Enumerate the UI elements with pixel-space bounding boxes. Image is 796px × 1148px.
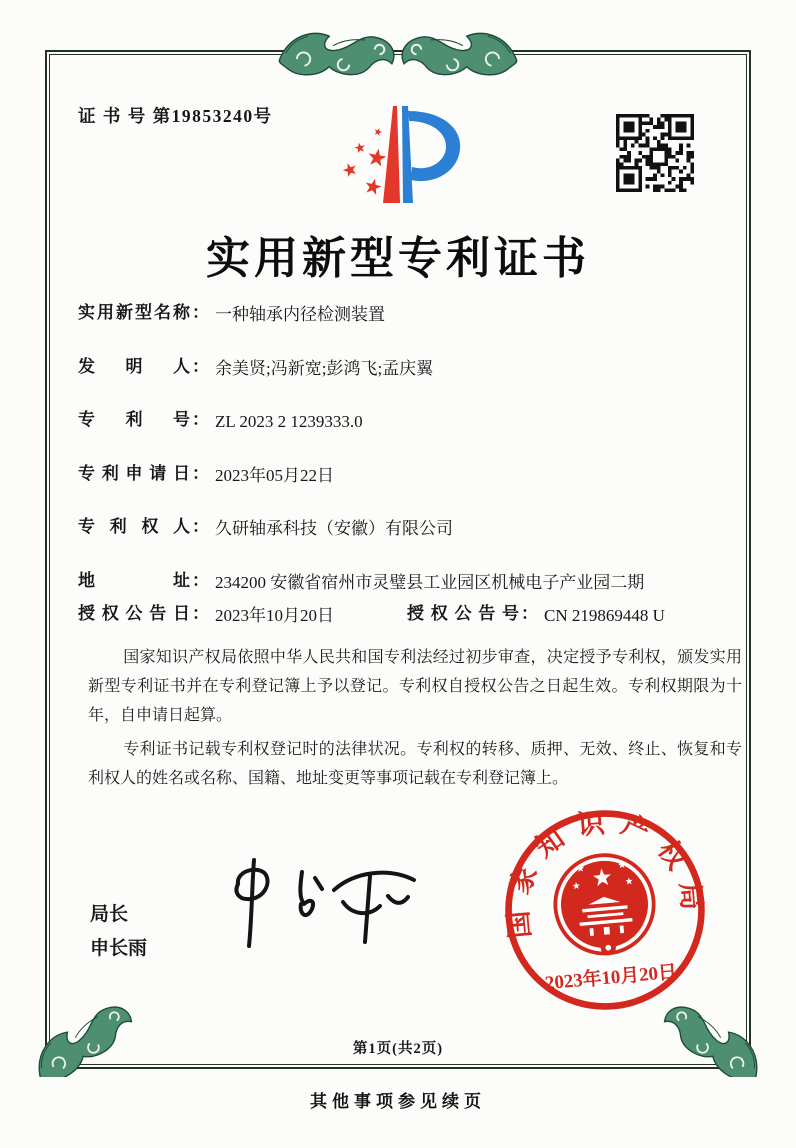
- commissioner-signature-icon: [216, 852, 426, 956]
- field-value: CN 219869448 U: [544, 606, 665, 625]
- field-colon: ：: [192, 303, 209, 322]
- field-label: 专利权人: [78, 517, 190, 536]
- seal-date-text: 2023年10月20日: [544, 961, 678, 995]
- field-colon: ：: [192, 463, 209, 483]
- seal-national-emblem-icon: [551, 851, 658, 959]
- signer-name: 申长雨: [90, 938, 148, 959]
- certificate-title: 实用新型专利证书: [206, 234, 590, 283]
- field-label: 地址: [78, 570, 190, 590]
- signer-title: 局长: [90, 904, 129, 925]
- field-value: 2023年10月20日: [215, 606, 334, 625]
- field-label: 专利号: [78, 410, 190, 429]
- certificate-number: 证 书 号 第19853240号: [78, 106, 273, 126]
- cnipa-logo: [316, 101, 478, 215]
- field-row-patent-number: [78, 409, 722, 435]
- field-value: ZL 2023 2 1239333.0: [215, 412, 363, 431]
- field-value: 一种轴承内径检测装置: [215, 305, 385, 324]
- logo-stars-icon: [341, 127, 387, 196]
- field-label: 发明人: [78, 356, 190, 376]
- certificate-fields: [78, 302, 722, 657]
- field-colon: ：: [192, 410, 209, 429]
- certificate-body: [88, 644, 742, 800]
- field-colon: ：: [192, 604, 209, 623]
- field-row-patentee: [78, 516, 722, 542]
- logo-red-wedge-icon: [383, 106, 400, 203]
- qr-code: [616, 114, 694, 192]
- seal-agency-text: 国家知识产权局: [502, 807, 708, 940]
- field-label: 实用新型名称: [78, 303, 190, 322]
- page-indicator: 第1页(共2页): [352, 1041, 444, 1057]
- field-value: 余美贤;冯新宽;彭鸿飞;孟庆翼: [215, 358, 434, 378]
- continuation-note: 其他事项参见续页: [310, 1092, 486, 1111]
- body-paragraph-grant: 国家知识产权局依照中华人民共和国专利法经过初步审查，决定授予专利权，颁发实用新型专利证书并在专利登记簿上予以登记。专利权自授权公告之日起生效。专利权期限为十年，自申请日起算。: [88, 649, 742, 724]
- field-row-filing-date: [78, 463, 722, 489]
- field-label: 授权公告号: [407, 604, 519, 623]
- field-colon: ：: [192, 517, 209, 536]
- field-label: 授权公告日: [78, 604, 190, 623]
- field-row-inventors: [78, 356, 722, 382]
- field-row-grant-announcement: [78, 603, 722, 629]
- field-colon: ：: [192, 356, 209, 376]
- cnipa-red-seal: [492, 797, 717, 1022]
- field-value: 234200 安徽省宿州市灵璧县工业园区机械电子产业园二期: [215, 572, 645, 592]
- body-paragraph-register: 专利证书记载专利权登记时的法律状况。专利权的转移、质押、无效、终止、恢复和专利权人的姓名或名称、国籍、地址变更等事项记载在专利登记簿上。: [88, 741, 742, 788]
- field-row-utility-model-name: [78, 302, 722, 328]
- field-value: 久研轴承科技（安徽）有限公司: [215, 519, 453, 538]
- logo-blue-p-icon: [402, 106, 460, 203]
- field-row-address: [78, 570, 722, 596]
- border-ornament-top-center: [276, 20, 520, 82]
- field-value: 2023年05月22日: [215, 465, 334, 485]
- field-colon: ：: [192, 570, 209, 590]
- border-ornament-bottom-left: [24, 982, 139, 1077]
- field-label: 专利申请日: [78, 463, 190, 483]
- field-colon: ：: [521, 604, 538, 623]
